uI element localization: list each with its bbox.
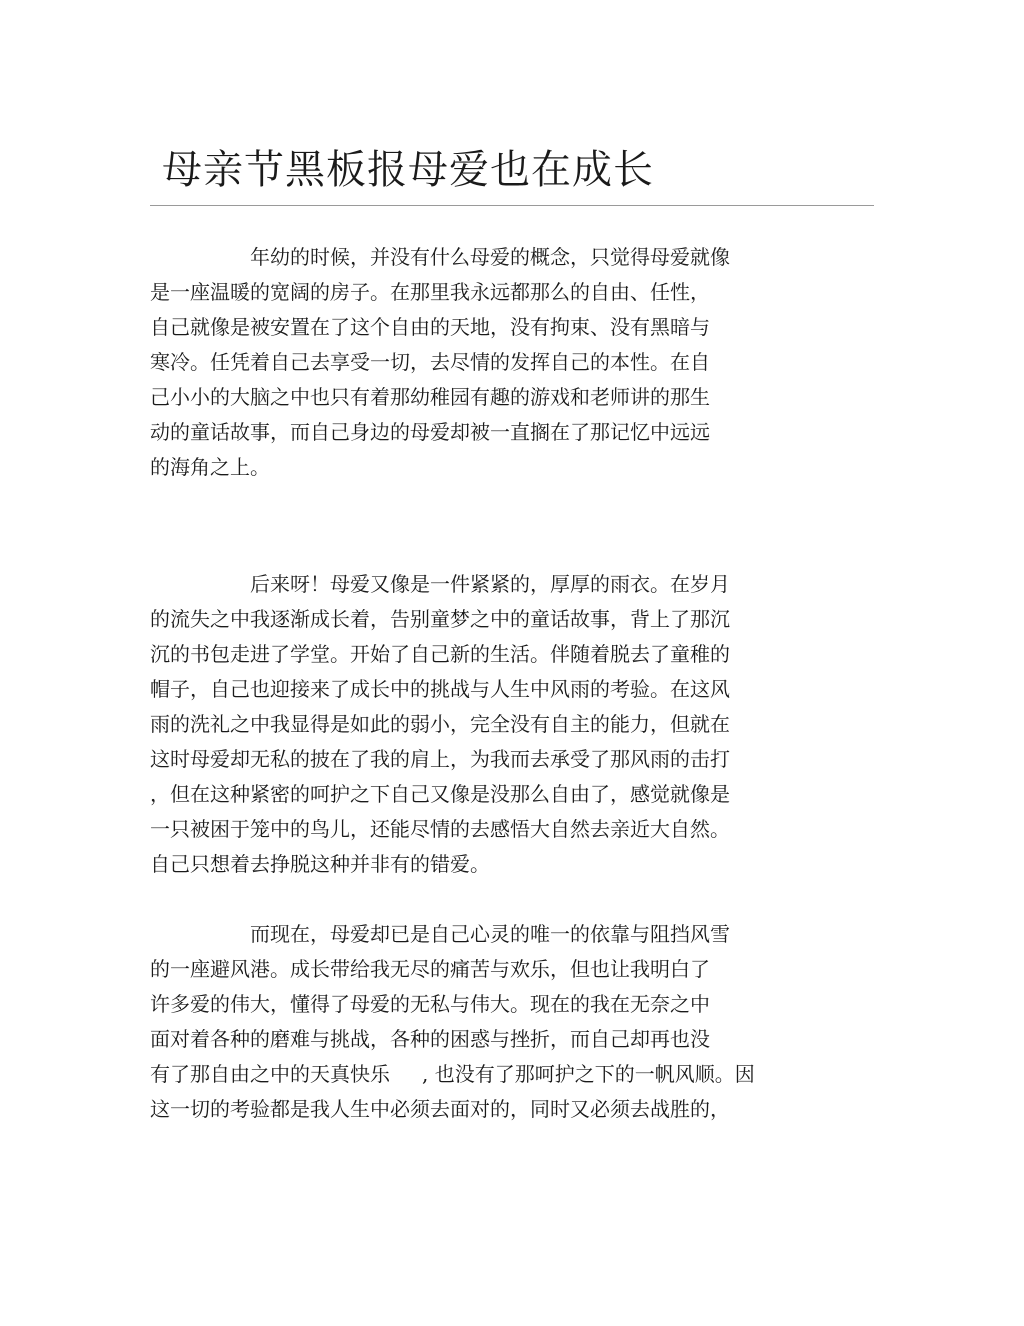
paragraph-line: 是一座温暖的宽阔的房子。在那里我永远都那么的自由、任性， [150, 280, 710, 304]
paragraph-line [150, 1057, 755, 1092]
paragraph-line: 年幼的时候，并没有什么母爱的概念，只觉得母爱就像 [250, 245, 730, 269]
line-segment: , 也没有了那呵护之下的一帆风顺。因 [422, 1062, 755, 1086]
paragraph-line: 这一切的考验都是我人生中必须去面对的，同时又必须去战胜的， [150, 1097, 730, 1121]
paragraph-line: 这时母爱却无私的披在了我的肩上，为我而去承受了那风雨的击打 [150, 747, 730, 771]
paragraph-line: 自己就像是被安置在了这个自由的天地，没有拘束、没有黑暗与 [150, 315, 710, 339]
paragraph-line: 面对着各种的磨难与挑战，各种的困惑与挫折，而自己却再也没 [150, 1027, 710, 1051]
line-segment: 有了那自由之中的天真快乐 [150, 1062, 390, 1086]
paragraph-line: 许多爱的伟大，懂得了母爱的无私与伟大。现在的我在无奈之中 [150, 992, 710, 1016]
paragraph-line: 寒冷。任凭着自己去享受一切，去尽情的发挥自己的本性。在自 [150, 350, 710, 374]
paragraph-line: 雨的洗礼之中我显得是如此的弱小，完全没有自主的能力，但就在 [150, 712, 730, 736]
title-divider [150, 205, 874, 206]
paragraph-line: 的一座避风港。成长带给我无尽的痛苦与欢乐，但也让我明白了 [150, 957, 710, 981]
paragraph-line: 的流失之中我逐渐成长着，告别童梦之中的童话故事，背上了那沉 [150, 607, 730, 631]
paragraph-line: 自己只想着去挣脱这种并非有的错爱。 [150, 852, 490, 876]
paragraph-growing-up [150, 567, 730, 882]
page-title: 母亲节黑板报母爱也在成长 [162, 147, 654, 193]
paragraph-line: 的海角之上。 [150, 455, 270, 479]
paragraph-line: 动的童话故事，而自己身边的母爱却被一直搁在了那记忆中远远 [150, 420, 710, 444]
paragraph-line: 一只被困于笼中的鸟儿，还能尽情的去感悟大自然去亲近大自然。 [150, 817, 730, 841]
paragraph-line: 沉的书包走进了学堂。开始了自己新的生活。伴随着脱去了童稚的 [150, 642, 730, 666]
paragraph-present [150, 917, 755, 1127]
paragraph-line: 而现在，母爱却已是自己心灵的唯一的依靠与阻挡风雪 [250, 922, 730, 946]
paragraph-line: 己小小的大脑之中也只有着那幼稚园有趣的游戏和老师讲的那生 [150, 385, 710, 409]
paragraph-line: 后来呀！母爱又像是一件紧紧的，厚厚的雨衣。在岁月 [250, 572, 730, 596]
paragraph-line: ，但在这种紧密的呵护之下自己又像是没那么自由了，感觉就像是 [150, 782, 730, 806]
paragraph-line: 帽子，自己也迎接来了成长中的挑战与人生中风雨的考验。在这风 [150, 677, 730, 701]
paragraph-childhood [150, 240, 730, 485]
